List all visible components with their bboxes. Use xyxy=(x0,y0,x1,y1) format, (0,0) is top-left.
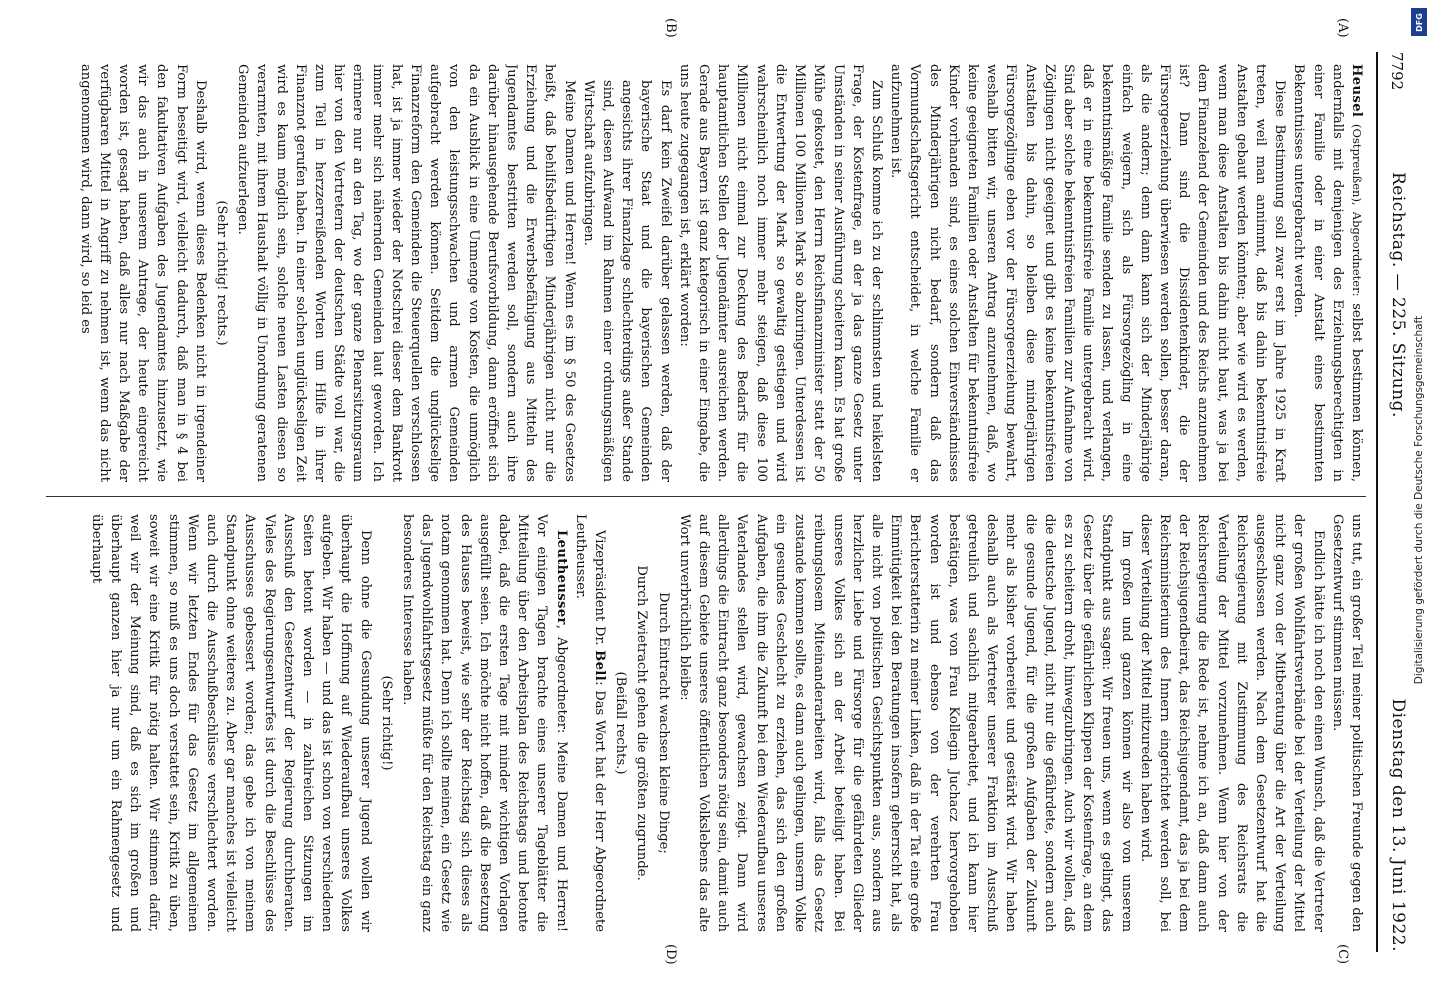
scan-credit-text: Digitalisierung gefördert durch die Deutsche Forschungsgemeinschaft xyxy=(1413,315,1425,685)
speech-paragraph: Deshalb wird, wenn dieses Bedenken nicht in irgendeiner Form beseitigt wird, vielleicht dadurch, daß man in § 4 bei den fakultativen Aufgaben des Jugendamtes hinzusetzt, wie wir das auch in unserem Antrage, der heute eingereicht worden ist, gesagt haben, daß alles nur nach Maßgabe der verfügbaren Mittel in Angriff zu nehmen ist, wenn das nicht angenommen wird, dann wird, so leid es xyxy=(77,64,208,482)
quoted-passage: Es darf kein Zweifel darüber gelassen werden, daß der bayerische Staat und die bayerischen Gemeinden angesichts ihrer Finanzlage schlechterdings außer Stande sind, diesen Aufwand im Rahmen einer ordnungsmäßigen Wirtschaft aufzubringen. xyxy=(580,80,673,482)
scan-credit-strip xyxy=(1404,0,1434,1000)
interjection: (Sehr richtig! rechts.) xyxy=(214,200,230,346)
left-column xyxy=(36,64,1366,482)
speech-paragraph: Endlich hätte ich noch den einen Wunsch, daß die Vertreter der großen Wohlfahrtsverbände bei der Verteilung der Mittel nicht ganz von der Mitberatung über die Art der Verteilung ausgeschlossen werden. Nach dem Gesetzentwurf hat die Reichsregierung mit Zustimmung des Reichsrats die Verteilung der Mittel vorzunehmen. Wenn hier von der Reichsregierung die Rede ist, nehme ich an, daß dann auch der Reichsjugendbeirat, das Reichsjugendamt, das ja bei dem Reichsministerium des Innern eingerichtet werden soll, bei dieser Verteilung der Mittel mitzureden haben wird. xyxy=(1137,514,1326,932)
margin-marker-d: (D) xyxy=(663,944,678,965)
quote-line: Durch Zwietracht gehen die größten zugrunde. xyxy=(634,565,650,881)
speech-paragraph: Meine Damen und Herren! Wenn es im § 50 des Gesetzes heißt, daß behilfsbedürftigen Minderjährigen nicht nur die Erziehung und die Erwerbsbefähigung aus Mitteln des Jugendamtes bestritten werden soll, sondern auch ihre darüber hinausgehende Berufsvorbildung, dann eröffnet sich da ein Ausblick in eine Unmenge von Kosten, die unmöglich von den leistungsschwachen und armen Gemeinden aufgebracht werden können. Seitdem die unglückselige Finanzreform den Gemeinden die Steuerquellen verschlossen hat, ist ja immer wieder der Notschrei dieser dem Bankrott immer mehr sich nähernden Gemeinden laut geworden. Ich erinnere nur an den Tag, wo der ganze Plenarsitzungsraum hier von den Vertretern der deutschen Städte voll war, die zum Teil in herzzerreißenden Worten um Hilfe in ihrer Finanznot gerufen haben. In einer solchen unglückseligen Zeit wird es kaum möglich sein, solche neuen Lasten diesen so verarmten, mit ihrem Haushalt völlig in Unordnung geratenen Gemeinden aufzuerlegen. xyxy=(235,64,577,482)
speech-paragraph xyxy=(1289,64,1366,482)
speech-paragraph: Im großen und ganzen können wir also von unserem Standpunkt aus sagen: Wir freuen uns, wenn es gelingt, das Gesetz über die gefährlichen Klippen der Kostenfrage, an dem es zu scheitern droht, hinwegzubringen. Auch wir wollen, daß die deutsche Jugend, nicht nur die gefährdete, sondern auch die gesunde Jugend, für die großen Aufgaben der Zukunft mehr als bisher vorbereitet und gestärkt wird. Wir haben deshalb auch als Vertreter unserer Fraktion im Ausschuß getreulich und sachlich mitgearbeitet, und ich kann hier bestätigen, was von Frau Kollegin Juchacz hervorgehoben worden ist und ebenso von der verehrten Frau Berichterstatterin zu meiner Linken, daß in der Tat eine große Einmütigkeit bei den Beratungen insofern geherrscht hat, als alle nicht von politischen Gesichtspunkten aus, sondern aus herzlicher Liebe und Fürsorge für die gefährdeten Glieder unseres Volkes sich an der Arbeit beteiligt haben. Bei reibungslosem Miteinanderarbeiten wird, falls das Gesetz zustande kommen sollte, es dann auch gelingen, unserm Volke ein gesundes Geschlecht zu erziehen, das sich den großen Aufgaben, die ihm die Zukunft bei dem Wiederaufbau unseres Vaterlandes stellen wird, gewachsen zeigt. Dann wird allerdings die Eintracht ganz besonders nötig sein, damit auch auf diesem Gebiete unseres öffentlichen Volkslebens das alte Wort unverbrüchlich bleibe: xyxy=(676,514,1134,932)
quote-line: Durch Eintracht wachsen kleine Dinge; xyxy=(655,592,671,854)
speech-paragraph: Denn ohne die Gesundung unserer Jugend wollen wir überhaupt die Hoffnung auf Wiederaufbau unseres Volkes aufgeben. Wir haben — und das ist schon von verschiedenen Seiten betont worden — in zahlreichen Sitzungen im Ausschuß den Gesetzentwurf der Regierung durchberaten. Vieles des Regierungsentwurfes ist durch die Beschlüsse des Ausschusses gebessert worden; das gebe ich von meinem Standpunkt ohne weiteres zu. Aber gar manches ist vielleicht auch durch die Ausschußbeschlüsse verschlechtert worden. Wenn wir letzten Endes für das Gesetz im allgemeinen stimmen, so muß es uns doch verstattet sein, Kritik zu üben, soweit wir eine Kritik für nötig halten. Wir stimmen dafür, weil wir der Meinung sind, daß es sich im großen und überhaupt ganzen hier ja nur um ein Rahmengesetz und überhaupt xyxy=(88,514,373,932)
margin-marker-c: (C) xyxy=(1335,944,1350,965)
page-number: 7792 xyxy=(1388,52,1406,91)
speaker-attribution: (Ostpreußen), Abgeordneter: xyxy=(1350,124,1364,297)
interjection: (Sehr richtig!) xyxy=(378,675,394,771)
speech-paragraph xyxy=(398,514,571,932)
chair-remark xyxy=(571,514,609,932)
chair-text: : Das Wort hat der Herr Abgeordnete Leutheusser. xyxy=(572,514,608,932)
interjection: (Beifall rechts.) xyxy=(613,671,629,775)
right-column xyxy=(36,514,1366,932)
header-session-title: Reichstag. — 225. Sitzung. xyxy=(1388,172,1408,418)
paragraph-text: selbst bestimmen können, andernfalls mit demjenigen des Erziehungsberechtigten in einer Familie oder in einer Anstalt eines bestimmten Bekenntnisses untergebracht werden. xyxy=(1291,64,1364,482)
speech-paragraph: Zum Schluß komme ich zu der schlimmsten und heikelsten Frage, der Kostenfrage, an der ja das ganze Gesetz unter Umständen in seiner Ausführung scheitern kann. Es hat große Mühe gekostet, den Herrn Reichsfinanzminister statt der 50 Millionen 100 Millionen Mark so abzuringen. Unterdessen ist die Entwertung der Mark so gewaltig gestiegen und wird wahrscheinlich noch immer mehr steigen, daß diese 100 Millionen nicht einmal zur Deckung des Bedarfs für die hauptamtlichen Stellen der Jugendämter ausreichen werden. Gerade aus Bayern ist ganz kategorisch in einer Eingabe, die uns heute zugegangen ist, erklärt worden: xyxy=(676,64,884,482)
margin-marker-b: (B) xyxy=(663,18,678,38)
speech-paragraph: uns tut, ein großer Teil meiner politischen Freunde gegen den Gesetzentwurf stimmen müssen. xyxy=(1329,514,1364,932)
header-date-title: Dienstag den 13. Juni 1922. xyxy=(1388,698,1408,952)
margin-marker-a: (A) xyxy=(1335,18,1350,38)
paragraph-text: , Abgeordneter: Meine Damen und Herren! Vor einigen Tagen brachte eines unserer Tageblätter die Mitteilung über den Arbeitsplan des Reichstags und betonte dabei, daß die ersten Tage mit minder wichtigen Vorlagen ausgefüllt seien. Ich möchte nicht hoffen, daß die Besetzung des Hauses beweist, wie sehr der Reichstag sich dieses als notam genommen hat. Denn ich sollte meinen, ein Gesetz wie das Jugendwohlfahrtsgesetz müßte für den Reichstag ein ganz besonderes Interesse haben. xyxy=(400,514,569,932)
dfg-logo: DFG xyxy=(1411,8,1427,36)
speaker-name: Heusel xyxy=(1349,64,1364,118)
chair-name: Bell xyxy=(592,650,608,682)
column-divider xyxy=(46,496,1366,497)
speech-paragraph: Diese Bestimmung soll zwar erst im Jahre 1925 in Kraft treten, weil man annimmt, daß bis dahin bekenntnisfreie Anstalten gebaut werden könnten; aber wie wird es werden, wenn man diese Anstalten bis dahin nicht baut, was ja bei dem Finanzelend der Gemeinden und des Reichs anzunehmen ist? Dann sind die Dissidentenkinder, die der Fürsorgeerziehung überwiesen werden sollen, besser daran, als die andern; denn dann kann sich der Minderjährige einfach weigern, sich als Fürsorgezögling in eine bekenntnismäßige Familie senden zu lassen, und verlangen, daß er in eine bekenntnisfreie Familie untergebracht wird. Sind aber solche bekenntnisfreien Familien zur Aufnahme von Zöglingen nicht geeignet und gibt es keine bekenntnisfreien Anstalten bis dahin, so bleiben diese minderjährigen Fürsorgezöglinge eben vor der Fürsorgeerziehung bewahrt, weshalb bitten wir, unseren Antrag anzunehmen, daß, wo keine geeigneten Familien oder Anstalten für bekenntnisfreie Kinder vorhanden sind, es eines solchen Einverständnisses des Minderjährigen nicht bedarf, sondern daß das Vormundschaftsgericht entscheidet, in welche Familie er aufzunehmen ist. xyxy=(888,64,1288,482)
speaker-name: Leutheusser xyxy=(553,530,569,625)
chair-title: Vizepräsident Dr. xyxy=(592,530,608,646)
